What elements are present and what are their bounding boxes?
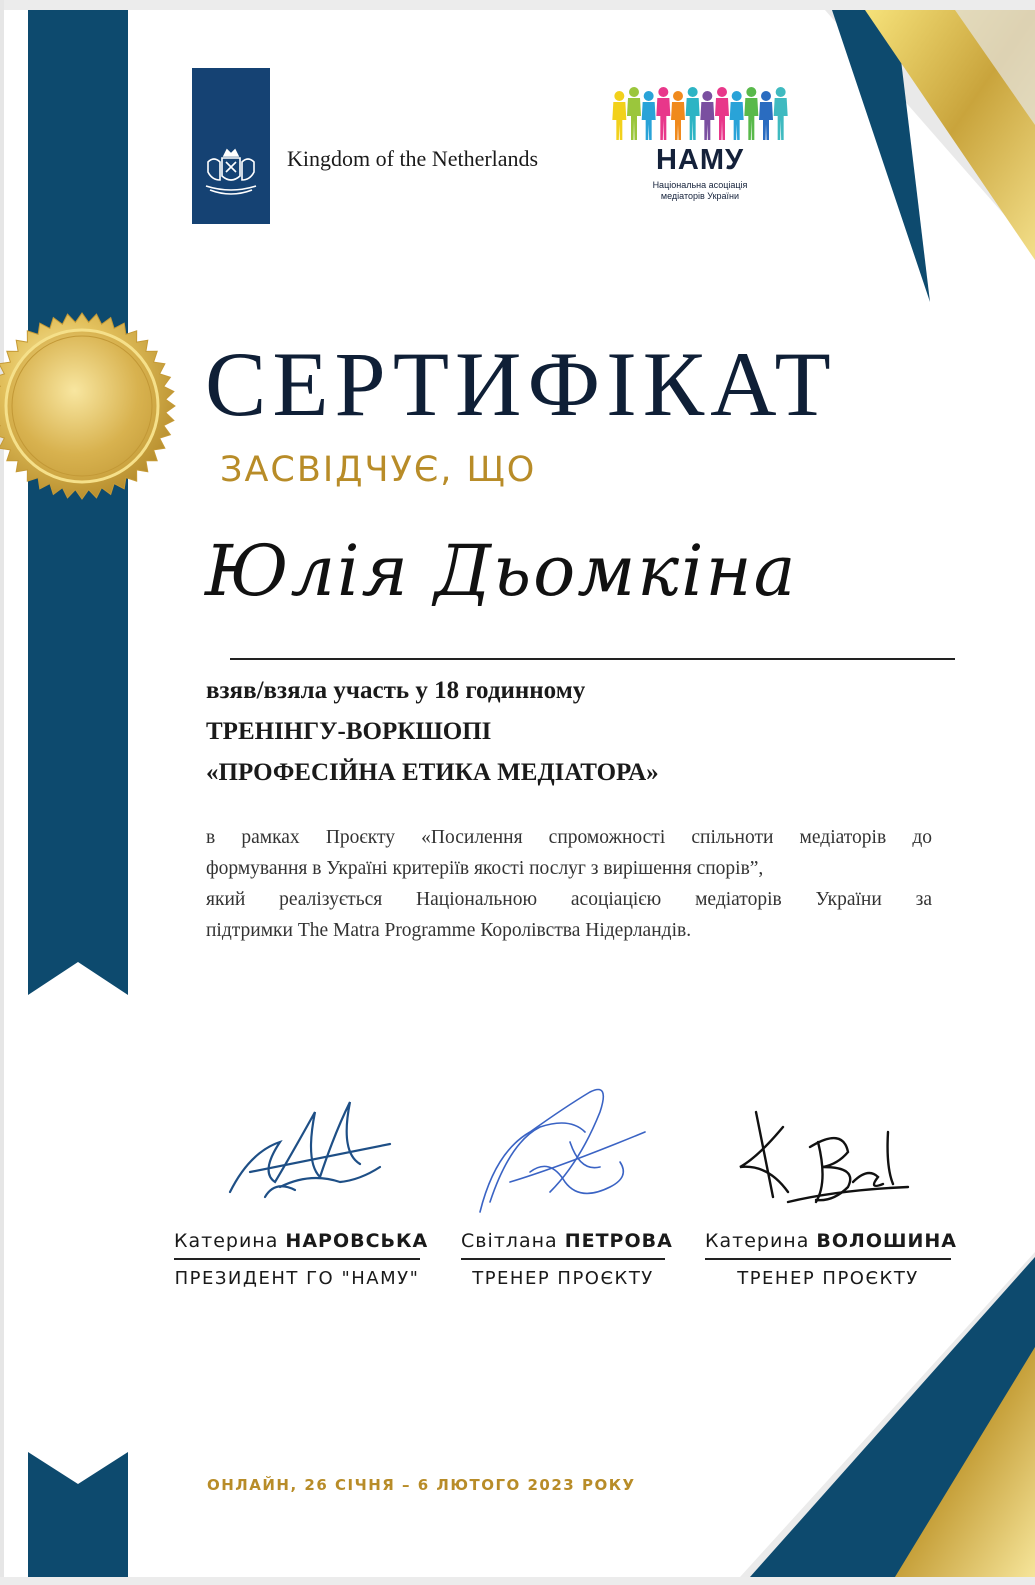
certificate-title: СЕРТИФІКАТ: [205, 333, 837, 435]
corner-decoration-top-right: [820, 10, 1035, 310]
signer-name: [174, 1230, 429, 1260]
signature-voloshyna: [728, 1072, 918, 1222]
namu-logo-subtitle-line2: медіаторів України: [660, 191, 740, 201]
signature-petrova: [470, 1072, 660, 1222]
signer-role: ТРЕНЕР ПРОЄКТУ: [737, 1268, 919, 1289]
signer-petrova: [461, 1230, 673, 1289]
netherlands-logo-text: Kingdom of the Netherlands: [287, 146, 539, 171]
project-line-4: підтримки The Matra Programme Королівства Нідерландів.: [206, 920, 692, 941]
signer-voloshyna: [705, 1230, 957, 1289]
signature-narovska: [220, 1072, 400, 1222]
project-line-3: який реалізується Національною асоціацією медіаторів України за: [206, 889, 932, 910]
certificate-subtitle: ЗАСВІДЧУЄ, ЩО: [220, 450, 537, 490]
left-ribbon: [28, 10, 128, 1000]
event-date-footer: ОНЛАЙН, 26 СІЧНЯ – 6 ЛЮТОГО 2023 РОКУ: [207, 1476, 636, 1494]
signer-last-name: ПЕТРОВА: [564, 1230, 673, 1252]
signer-last-name: НАРОВСЬКА: [285, 1230, 429, 1252]
signer-first-name: Катерина: [174, 1230, 279, 1252]
participation-line: взяв/взяла участь у 18 годинному: [206, 677, 586, 704]
signer-last-name: ВОЛОШИНА: [816, 1230, 957, 1252]
signer-role: ТРЕНЕР ПРОЄКТУ: [472, 1268, 654, 1289]
signer-role: ПРЕЗИДЕНТ ГО "НАМУ": [174, 1268, 420, 1289]
project-description: [206, 822, 932, 946]
namu-people-icon: [612, 84, 788, 144]
left-ribbon-bottom: [28, 1452, 128, 1577]
project-line-1: в рамках Проєкту «Посилення спроможності спільноти медіаторів до: [206, 827, 932, 848]
frame-left: [0, 0, 4, 1585]
frame-bottom: [0, 1577, 1035, 1585]
signer-name: [461, 1230, 673, 1260]
netherlands-coat-of-arms-icon: [200, 146, 262, 198]
participation-text: [206, 670, 659, 793]
signer-first-name: Світлана: [461, 1230, 558, 1252]
signer-narovska: [174, 1230, 429, 1289]
corner-decoration-bottom-right: [735, 1252, 1035, 1577]
namu-logo-abbr: НАМУ: [655, 144, 745, 176]
signer-name: [705, 1230, 957, 1260]
namu-logo-subtitle: [612, 180, 788, 202]
project-line-2: формування в Україні критеріїв якості послуг з вирішення спорів”,: [206, 858, 764, 879]
gold-seal-icon: [0, 312, 176, 500]
frame-top: [0, 0, 1035, 10]
netherlands-logo: [192, 68, 270, 224]
namu-logo: [612, 84, 788, 206]
signer-first-name: Катерина: [705, 1230, 810, 1252]
training-type: ТРЕНІНГУ-ВОРКШОПІ: [206, 718, 492, 745]
recipient-underline: [230, 658, 955, 660]
recipient-name: Юлія Дьомкіна: [205, 530, 798, 612]
training-title: «ПРОФЕСІЙНА ЕТИКА МЕДІАТОРА»: [206, 759, 659, 786]
namu-logo-subtitle-line1: Національна асоціація: [652, 180, 748, 190]
